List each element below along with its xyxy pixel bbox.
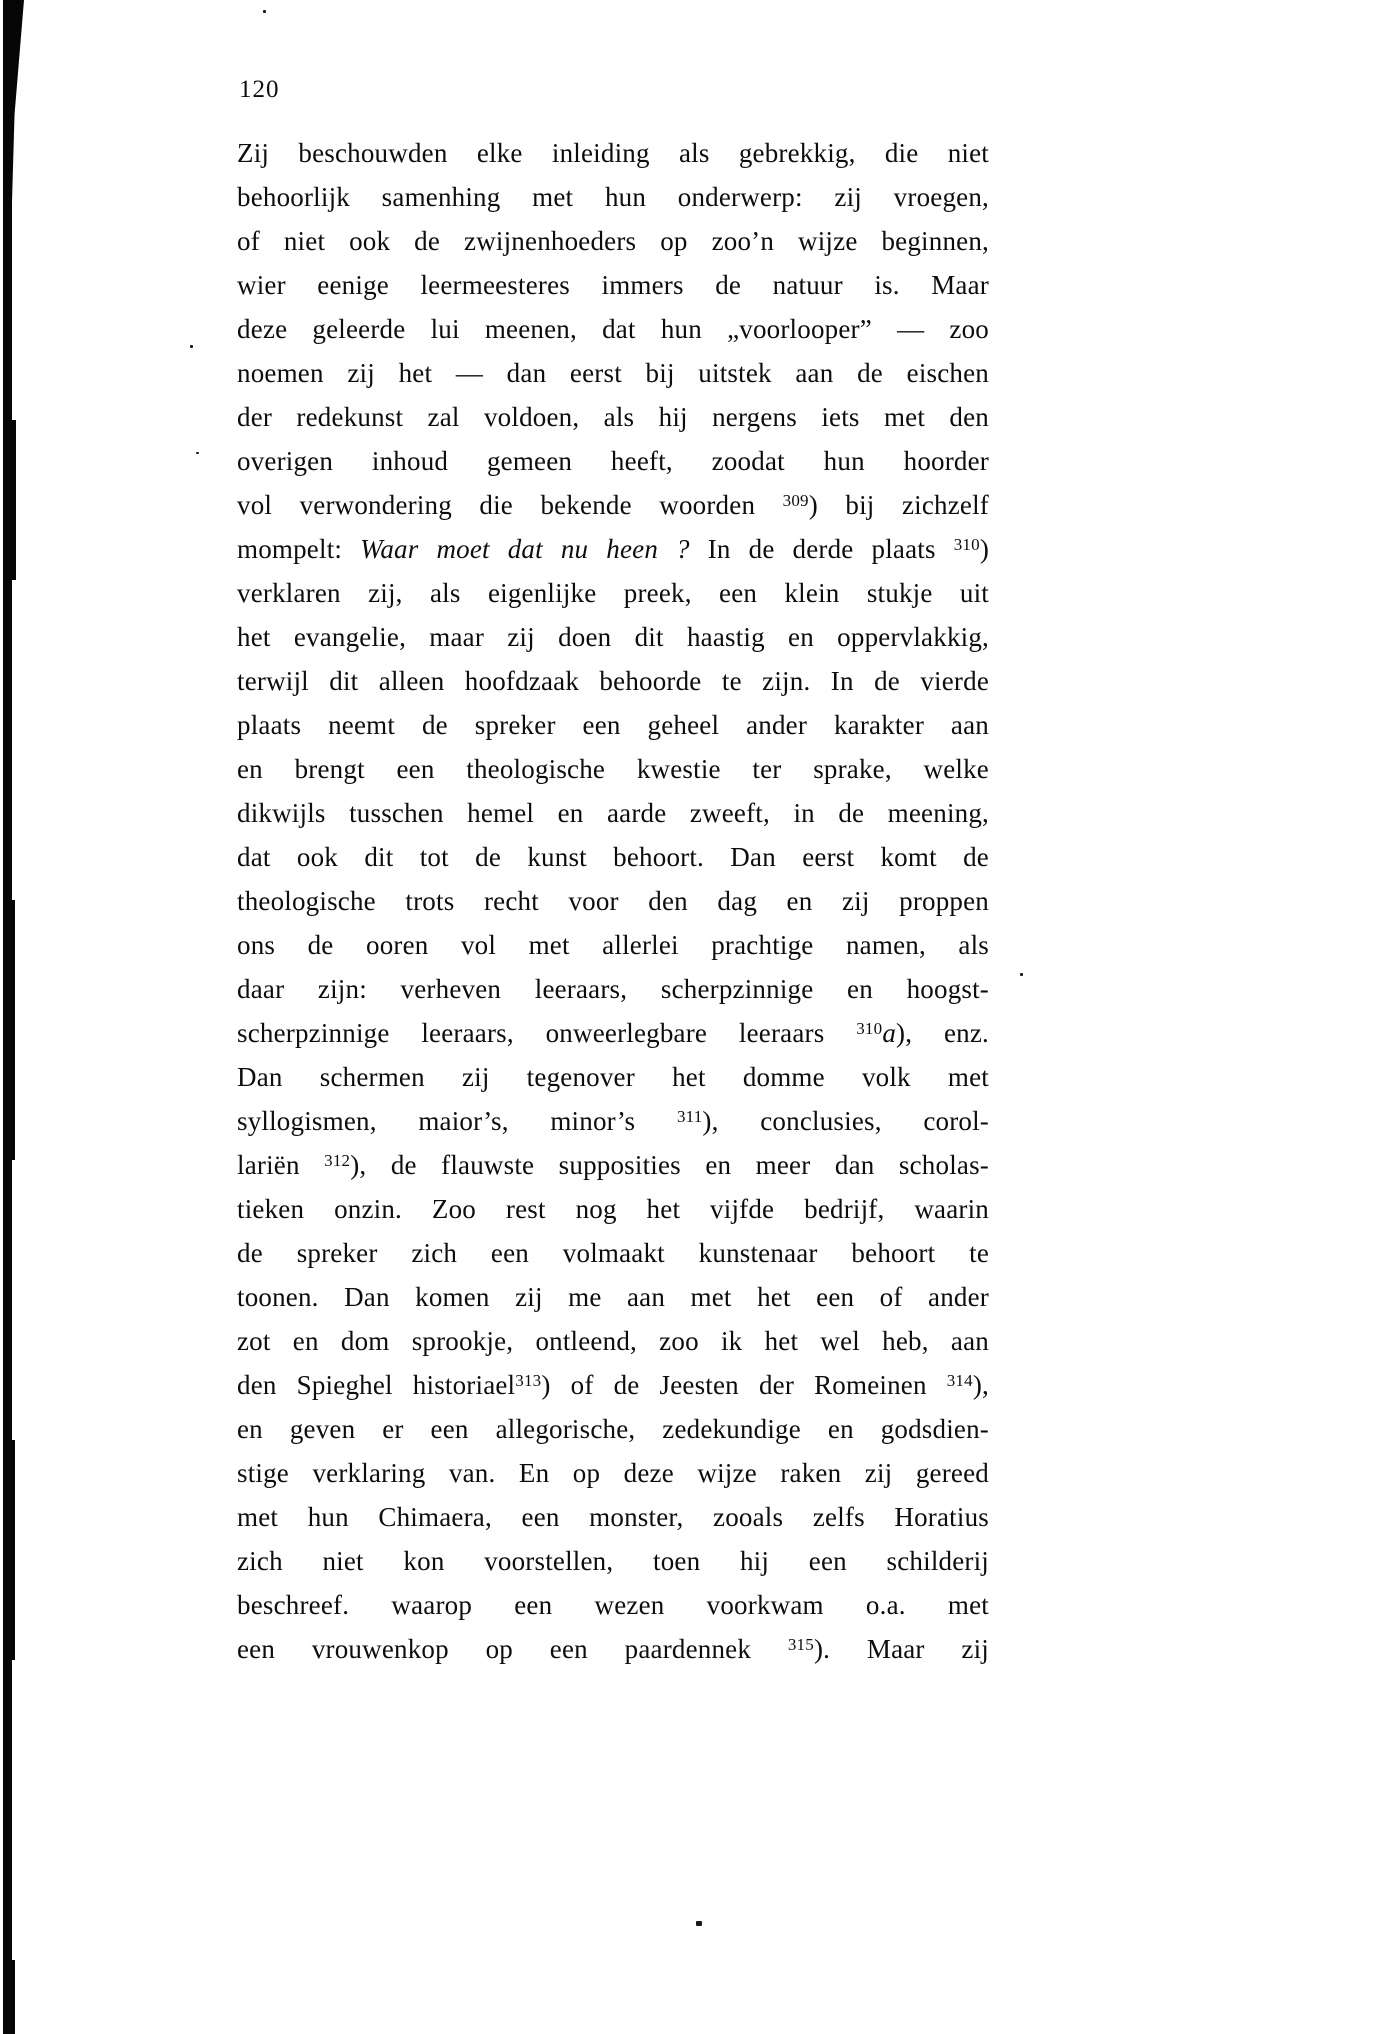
text-line bbox=[237, 219, 989, 263]
text-line bbox=[237, 439, 989, 483]
text-line bbox=[237, 615, 989, 659]
body-text: terwijl dit alleen hoofdzaak behoorde te zijn. In de vierde bbox=[237, 666, 989, 696]
text-line bbox=[237, 1583, 989, 1627]
italic-text: Waar moet dat nu heen ? bbox=[360, 534, 690, 564]
body-text: verklaren zij, als eigenlijke preek, een klein stukje uit bbox=[237, 578, 989, 608]
text-line bbox=[237, 659, 989, 703]
body-text: beschreef. waarop een wezen voorkwam o.a. met bbox=[237, 1590, 989, 1620]
body-text: met hun Chimaera, een monster, zooals zelfs Horatius bbox=[237, 1502, 989, 1532]
body-text: zich niet kon voorstellen, toen hij een schilderij bbox=[237, 1546, 989, 1576]
body-text: het evangelie, maar zij doen dit haastig en oppervlakkig, bbox=[237, 622, 989, 652]
body-text: overigen inhoud gemeen heeft, zoodat hun hoorder bbox=[237, 446, 989, 476]
binding-strip-fragment bbox=[11, 420, 16, 580]
page-number: 120 bbox=[239, 76, 280, 103]
body-text: wier eenige leermeesteres immers de natuur is. Maar bbox=[237, 270, 989, 300]
text-line bbox=[237, 747, 989, 791]
scan-binding-edge bbox=[0, 0, 40, 2034]
body-text: noemen zij het — dan eerst bij uitstek aan de eischen bbox=[237, 358, 989, 388]
text-line bbox=[237, 1363, 989, 1407]
binding-strip-fragment bbox=[6, 1960, 15, 2034]
text-line bbox=[237, 1451, 989, 1495]
text-line bbox=[237, 923, 989, 967]
body-text: ), de flauwste supposities en meer dan scholas- bbox=[350, 1150, 989, 1180]
body-text: ). Maar zij bbox=[813, 1634, 989, 1664]
text-line bbox=[237, 1231, 989, 1275]
text-line bbox=[237, 703, 989, 747]
text-line bbox=[237, 571, 989, 615]
body-text: een vrouwenkop op een paardennek bbox=[237, 1634, 788, 1664]
body-text: tieken onzin. Zoo rest nog het vijfde bedrijf, waarin bbox=[237, 1194, 989, 1224]
text-line bbox=[237, 263, 989, 307]
footnote-reference: 312 bbox=[324, 1151, 351, 1171]
binding-strip-top bbox=[3, 0, 24, 208]
footnote-reference: 314 bbox=[946, 1371, 973, 1391]
text-paragraph bbox=[237, 131, 989, 1671]
text-line bbox=[237, 1319, 989, 1363]
text-line bbox=[237, 175, 989, 219]
body-text: de spreker zich een volmaakt kunstenaar behoort te bbox=[237, 1238, 989, 1268]
body-text: syllogismen, maior’s, minor’s bbox=[237, 1106, 677, 1136]
body-text: Dan schermen zij tegenover het domme volk met bbox=[237, 1062, 989, 1092]
italic-text: a bbox=[882, 1018, 897, 1048]
text-line bbox=[237, 1011, 989, 1055]
body-text: theologische trots recht voor den dag en zij proppen bbox=[237, 886, 989, 916]
footnote-reference: 309 bbox=[782, 491, 809, 511]
body-text: lariën bbox=[237, 1150, 325, 1180]
text-line bbox=[237, 1539, 989, 1583]
scan-speck bbox=[190, 345, 193, 348]
body-text: Zij beschouwden elke inleiding als gebrekkig, die niet bbox=[237, 138, 989, 168]
body-text: zot en dom sprookje, ontleend, zoo ik het wel heb, aan bbox=[237, 1326, 989, 1356]
text-line bbox=[237, 1407, 989, 1451]
body-text: stige verklaring van. En op deze wijze raken zij gereed bbox=[237, 1458, 989, 1488]
body-text: dikwijls tusschen hemel en aarde zweeft, in de meening, bbox=[237, 798, 989, 828]
body-text: scherpzinnige leeraars, onweerlegbare leeraars bbox=[237, 1018, 857, 1048]
text-line bbox=[237, 351, 989, 395]
footnote-reference: 311 bbox=[676, 1107, 703, 1127]
body-text: toonen. Dan komen zij me aan met het een of ander bbox=[237, 1282, 989, 1312]
text-line bbox=[237, 307, 989, 351]
text-line bbox=[237, 1495, 989, 1539]
scan-speck bbox=[696, 1921, 702, 1926]
footnote-reference: 310 bbox=[856, 1019, 883, 1039]
text-line bbox=[237, 527, 989, 571]
body-text: dat ook dit tot de kunst behoort. Dan eerst komt de bbox=[237, 842, 989, 872]
footnote-reference: 315 bbox=[787, 1635, 814, 1655]
footnote-reference: 310 bbox=[953, 535, 980, 555]
body-text: ) bbox=[979, 534, 989, 564]
text-line bbox=[237, 483, 989, 527]
scan-speck bbox=[263, 10, 266, 13]
text-line bbox=[237, 879, 989, 923]
body-text: en brengt een theologische kwestie ter sprake, welke bbox=[237, 754, 989, 784]
text-line bbox=[237, 791, 989, 835]
body-text: daar zijn: verheven leeraars, scherpzinnige en hoogst- bbox=[237, 974, 989, 1004]
body-text: ) of de Jeesten der Romeinen bbox=[541, 1370, 947, 1400]
text-line bbox=[237, 1055, 989, 1099]
body-text: ons de ooren vol met allerlei prachtige namen, als bbox=[237, 930, 989, 960]
footnote-reference: 313 bbox=[515, 1371, 542, 1391]
body-text: ) bij zichzelf bbox=[808, 490, 989, 520]
body-text: plaats neemt de spreker een geheel ander karakter aan bbox=[237, 710, 989, 740]
body-text: of niet ook de zwijnenhoeders op zoo’n wijze beginnen, bbox=[237, 226, 989, 256]
scan-speck bbox=[196, 452, 199, 454]
scan-speck bbox=[1020, 973, 1023, 976]
body-text: mompelt: bbox=[237, 534, 361, 564]
body-text: ), enz. bbox=[896, 1018, 989, 1048]
text-line bbox=[237, 1187, 989, 1231]
body-text: ), bbox=[972, 1370, 989, 1400]
text-line bbox=[237, 1099, 989, 1143]
text-line bbox=[237, 1627, 989, 1671]
text-line bbox=[237, 395, 989, 439]
body-text: behoorlijk samenhing met hun onderwerp: zij vroegen, bbox=[237, 182, 989, 212]
body-text: der redekunst zal voldoen, als hij nergens iets met den bbox=[237, 402, 989, 432]
text-line bbox=[237, 967, 989, 1011]
body-text: en geven er een allegorische, zedekundige en godsdien- bbox=[237, 1414, 989, 1444]
text-line bbox=[237, 835, 989, 879]
text-line bbox=[237, 1143, 989, 1187]
body-text: In de derde plaats bbox=[689, 534, 954, 564]
body-text: vol verwondering die bekende woorden bbox=[237, 490, 783, 520]
binding-strip-fragment bbox=[10, 1440, 15, 1660]
body-text: ), conclusies, corol- bbox=[702, 1106, 989, 1136]
binding-strip-fragment bbox=[11, 900, 15, 1160]
text-line bbox=[237, 131, 989, 175]
text-line bbox=[237, 1275, 989, 1319]
body-text: den Spieghel historiael bbox=[237, 1370, 516, 1400]
body-text: deze geleerde lui meenen, dat hun „voorlooper” — zoo bbox=[237, 314, 989, 344]
